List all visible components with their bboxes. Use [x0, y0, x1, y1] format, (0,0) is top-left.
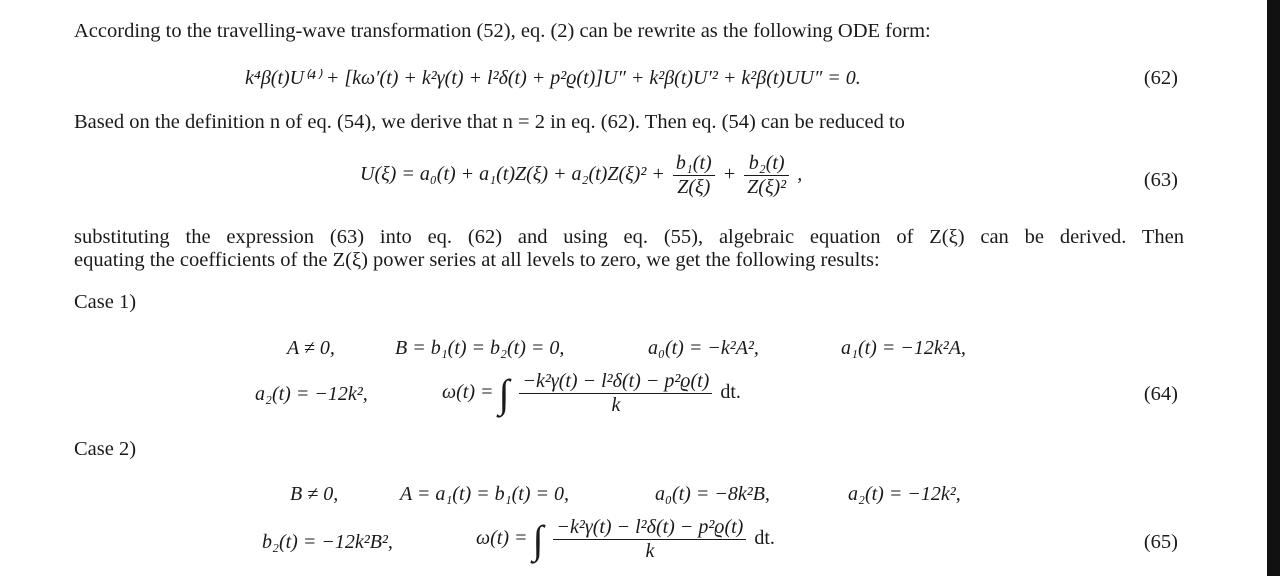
equation-63-comma: ,	[797, 163, 803, 186]
paragraph-substituting-line2: equating the coefficients of the Z(ξ) power series at all levels to zero, we get the following results:	[74, 249, 880, 271]
paragraph-definition: Based on the definition n of eq. (54), we derive that n = 2 in eq. (62). Then eq. (54) can be reduced to	[74, 111, 905, 133]
equation-63	[360, 152, 802, 199]
fraction-b2	[744, 152, 789, 199]
integral-sign: ∫	[532, 516, 544, 562]
case1-row1-item4: a₁(t) = −12k²A,	[841, 337, 966, 359]
case2-row1-item4: a₂(t) = −12k²,	[848, 483, 961, 505]
case1-row1-item2: B = b₁(t) = b₂(t) = 0,	[395, 337, 565, 359]
fraction-b2-numerator: b₂(t)	[748, 152, 785, 174]
case1-dt: dt.	[720, 381, 741, 404]
case2-row1-item1: B ≠ 0,	[290, 483, 339, 505]
case1-omega-numerator: −k²γ(t) − l²δ(t) − p²ϱ(t)	[522, 370, 710, 392]
equation-63-plus: +	[722, 163, 737, 186]
equation-62: k⁴β(t)U⁽⁴⁾ + [kω′(t) + k²γ(t) + l²δ(t) + p²ϱ(t)]U″ + k²β(t)U′² + k²β(t)UU″ = 0.	[245, 67, 861, 89]
integral-sign: ∫	[498, 370, 510, 416]
case1-row1-item3: a₀(t) = −k²A²,	[648, 337, 759, 359]
case2-b2: b₂(t) = −12k²B²,	[262, 531, 393, 553]
case-2-label: Case 2)	[74, 438, 137, 460]
case2-omega-lhs: ω(t) =	[476, 527, 528, 550]
equation-number-63: (63)	[1143, 169, 1178, 191]
case2-omega-denominator: k	[553, 539, 746, 563]
equation-number-62: (62)	[1143, 67, 1178, 89]
case1-omega-lhs: ω(t) =	[442, 381, 494, 404]
case1-omega	[442, 370, 741, 417]
equation-63-lhs: U(ξ) = a₀(t) + a₁(t)Z(ξ) + a₂(t)Z(ξ)² +	[360, 163, 665, 186]
equation-number-64: (64)	[1143, 383, 1178, 405]
case1-row1-item1: A ≠ 0,	[287, 337, 335, 359]
case1-a2: a₂(t) = −12k²,	[255, 383, 368, 405]
paragraph-transformation: According to the travelling-wave transformation (52), eq. (2) can be rewrite as the following ODE form:	[74, 20, 931, 42]
case-1-label: Case 1)	[74, 291, 137, 313]
fraction-b1	[673, 152, 715, 199]
equation-number-65: (65)	[1143, 531, 1178, 553]
case2-dt: dt.	[754, 527, 775, 550]
fraction-b1-denominator: Z(ξ)	[673, 175, 715, 199]
case2-omega	[476, 516, 775, 563]
case1-omega-denominator: k	[519, 393, 712, 417]
case2-omega-fraction	[553, 516, 746, 563]
case2-row1-item2: A = a₁(t) = b₁(t) = 0,	[400, 483, 570, 505]
dark-edge-strip	[1267, 0, 1280, 576]
case1-omega-fraction	[519, 370, 712, 417]
case2-omega-numerator: −k²γ(t) − l²δ(t) − p²ϱ(t)	[556, 516, 744, 538]
paragraph-substituting-line1: substituting the expression (63) into eq. (62) and using eq. (55), algebraic equation of Z(ξ) can be derived. Then	[74, 226, 1184, 248]
fraction-b2-denominator: Z(ξ)²	[744, 175, 789, 199]
fraction-b1-numerator: b₁(t)	[675, 152, 712, 174]
case2-row1-item3: a₀(t) = −8k²B,	[655, 483, 770, 505]
